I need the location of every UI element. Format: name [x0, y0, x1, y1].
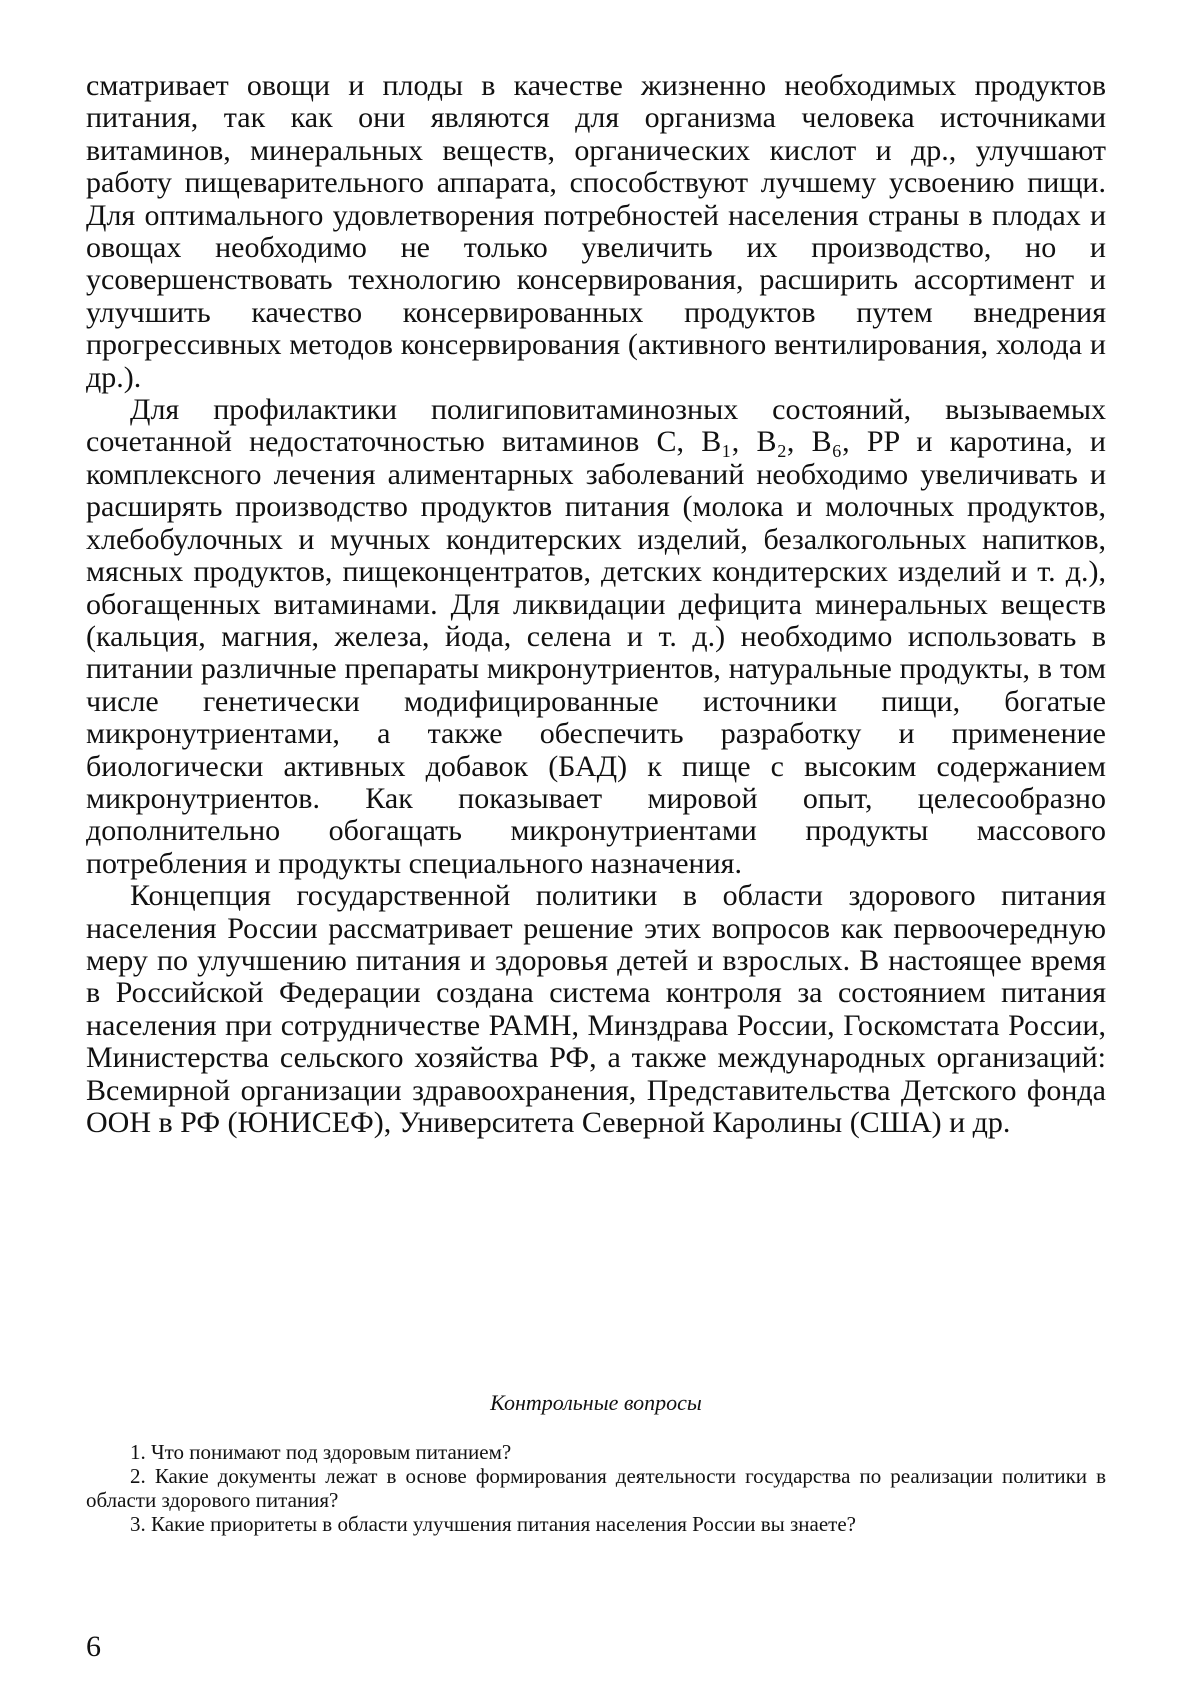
book-page — [0, 0, 1200, 1696]
page-number: 6 — [86, 1630, 101, 1664]
paragraph-2: Для профилактики полигиповитаминозных состояний, вы­зываемых сочетанной недостаточностью витаминов С, B₁, B₂, B₆, PP и каротина, и комплексного лечения алиментарных за­болеваний необходимо увеличивать и расширять производство продуктов питания (молока и молочных продуктов, хлебобу­лочных и мучных кондитерских изделий, безалкогольных на­питков, мясных продуктов, пищеконцентратов, детских конди­терских изделий и т. д.), обогащенных витаминами. Для ликви­дации дефицита минеральных веществ (кальция, магния, желе­за, йода, селена и т. д.) необходимо использовать в питании различные препараты микронутриентов, натуральные продук­ты, в том числе генетически модифицированные источники пищи, богатые микронутриентами, а также обеспечить разра­ботку и применение биологически активных добавок (БАД) к пище с высоким содержанием микронутриентов. Как показыва­ет мировой опыт, целесообразно дополнительно обогащать микронутриентами продукты массового потребления и продук­ты специального назначения. — [86, 394, 1106, 880]
paragraph-3: Концепция государственной политики в области здорового пи­тания населения России рассматривает решение этих вопросов как первоочередную меру по улучшению питания и здоровья де­тей и взрослых. В настоящее время в Российской Федерации со­здана система контроля за состоянием питания населения при со­трудничестве РАМН, Минздрава России, Госкомстата России, Министерства сельского хозяйства РФ, а также международных организаций: Всемирной организации здравоохранения, Предста­вительства Детского фонда ООН в РФ (ЮНИСЕФ), Университета Северной Каролины (США) и др. — [86, 880, 1106, 1139]
question-item: 2. Какие документы лежат в основе формирования деятельности государства по реализации политики в области здорового питания? — [86, 1464, 1106, 1512]
section-title: Контрольные вопросы — [86, 1390, 1106, 1416]
questions-list — [86, 1440, 1106, 1536]
question-item: 3. Какие приоритеты в области улучшения питания населения России вы зна­ете? — [86, 1512, 1106, 1536]
question-item: 1. Что понимают под здоровым питанием? — [86, 1440, 1106, 1464]
paragraph-1: сматривает овощи и плоды в качестве жизненно необходимых продуктов питания, так как они являются для организма чело­века источниками витаминов, минеральных веществ, органи­ческих кислот и др., улучшают работу пищеварительного аппа­рата, способствуют лучшему усвоению пищи. Для оптимального удовлетворения потребностей населения страны в плодах и ово­щах необходимо не только увеличить их производство, но и усовершенствовать технологию консервирования, расширить ассортимент и улучшить качество консервированных продуктов путем внедрения прогрессивных методов консервирования (ак­тивного вентилирования, холода и др.). — [86, 70, 1106, 394]
body-text — [86, 70, 1106, 1139]
